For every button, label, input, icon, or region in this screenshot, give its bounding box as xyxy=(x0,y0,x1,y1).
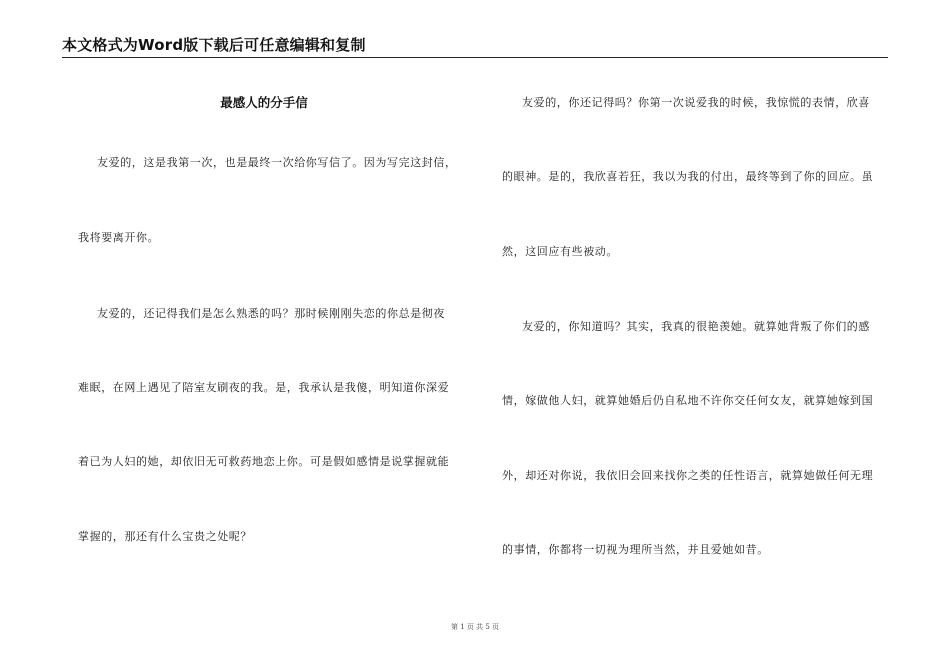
right-paragraph-1-line-3: 然，这回应有些被动。 xyxy=(502,245,618,258)
left-paragraph-2-line-2: 难眠，在网上遇见了陪室友刷夜的我。是，我承认是我傻，明知道你深爱 xyxy=(78,381,450,394)
left-paragraph-1-line-1: 友爱的，这是我第一次，也是最终一次给你写信了。因为写完这封信， xyxy=(97,156,457,169)
page-number: 第 1 页 共 5 页 xyxy=(450,623,500,631)
right-paragraph-1-line-2: 的眼神。是的，我欣喜若狂，我以为我的付出，最终等到了你的回应。虽 xyxy=(502,170,874,183)
left-paragraph-1-line-2: 我将要离开你。 xyxy=(78,231,160,244)
right-paragraph-2-line-2: 情，嫁做他人妇，就算她婚后仍自私地不许你交任何女友，就算她嫁到国 xyxy=(502,394,874,407)
header-divider xyxy=(62,57,888,58)
left-paragraph-2-line-1: 友爱的，还记得我们是怎么熟悉的吗？那时候刚刚失恋的你总是彻夜 xyxy=(97,307,445,320)
right-paragraph-2-line-4: 的事情，你都将一切视为理所当然，并且爱她如昔。 xyxy=(502,543,769,556)
right-paragraph-1-line-1: 友爱的，你还记得吗？你第一次说爱我的时候，我惊慌的表情，欣喜 xyxy=(522,96,870,109)
document-title: 最感人的分手信 xyxy=(220,95,308,110)
right-paragraph-2-line-3: 外，却还对你说，我依旧会回来找你之类的任性语言，就算她做任何无理 xyxy=(502,469,874,482)
right-paragraph-2-line-1: 友爱的，你知道吗？其实，我真的很艳羡她。就算她背叛了你们的感 xyxy=(522,320,870,333)
left-paragraph-2-line-4: 掌握的，那还有什么宝贵之处呢？ xyxy=(78,530,252,543)
left-paragraph-2-line-3: 着已为人妇的她，却依旧无可救药地恋上你。可是假如感情是说掌握就能 xyxy=(78,455,450,468)
document-header: 本文格式为Word版下载后可任意编辑和复制 xyxy=(62,36,366,54)
